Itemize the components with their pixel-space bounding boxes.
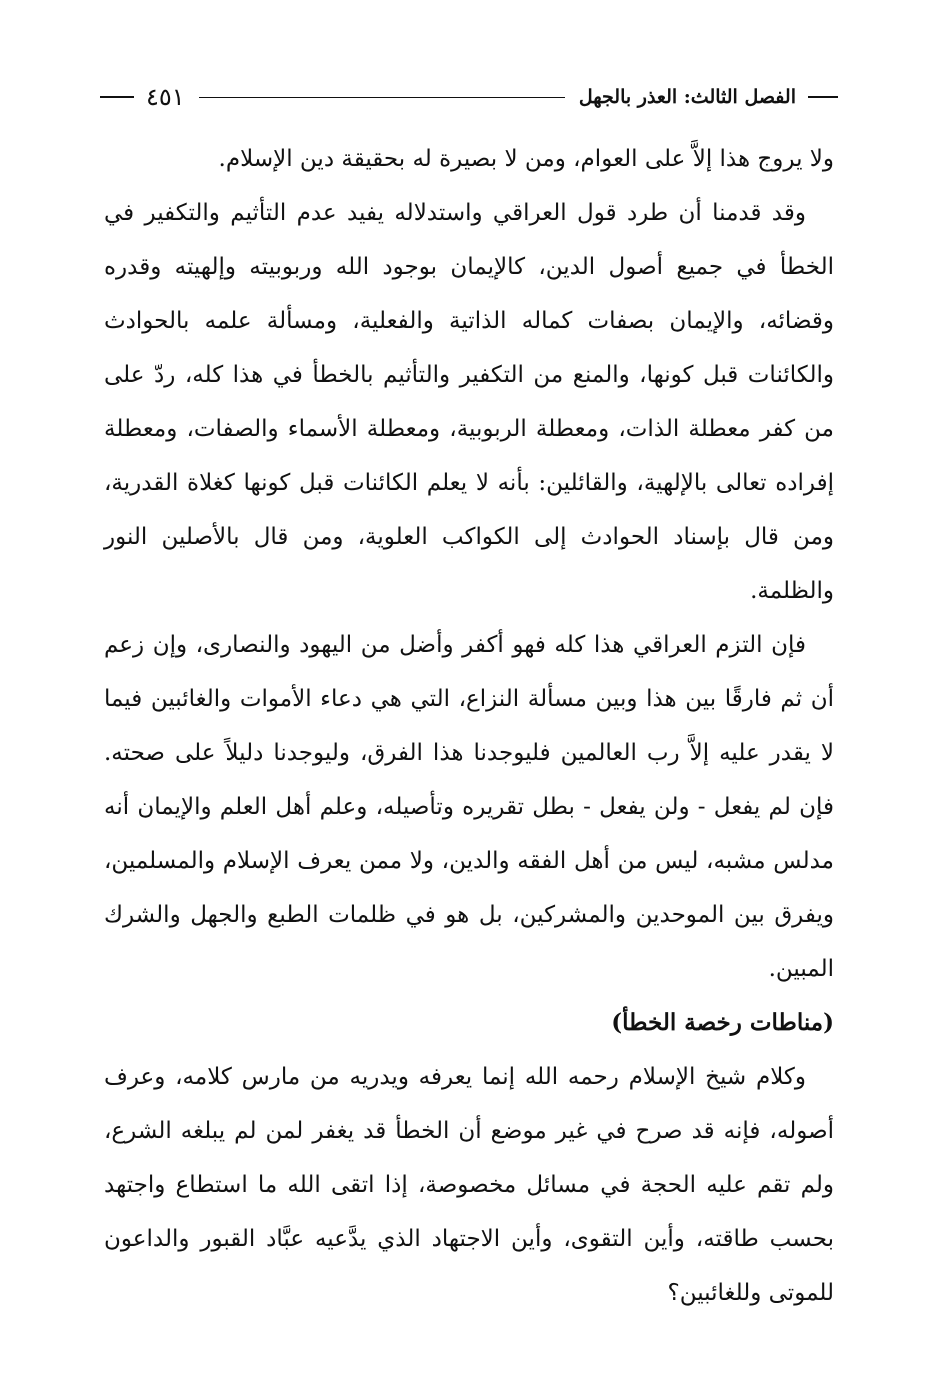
header-rule xyxy=(199,97,565,98)
paragraph-3: فإن التزم العراقي هذا كله فهو أكفر وأضل من اليهود والنصارى، وإن زعم أن ثم فارقًا بين هذا وبين مسألة النزاع، التي هي دعاء الأموات والغائبين فيما لا يقدر عليه إلاَّ رب العالمين فليوجدنا هذا الفرق، وليوجدنا دليلاً على صحته. فإن لم يفعل - ولن يفعل - بطل تقريره وتأصيله، وعلم أهل العلم والإيمان أنه مدلس مشبه، ليس من أهل الفقه والدين، ولا ممن يعرف الإسلام والمسلمين، ويفرق بين الموحدين والمشركين، بل هو في ظلمات الطبع والجهل والشرك المبين. xyxy=(104,632,835,982)
paragraph-4: وكلام شيخ الإسلام رحمه الله إنما يعرفه ويدريه من مارس كلامه، وعرف أصوله، فإنه قد صرح في غير موضع أن الخطأ قد يغفر لمن لم يبلغه الشرع، ولم تقم عليه الحجة في مسائل مخصوصة، إذا اتقى الله ما استطاع واجتهد بحسب طاقته، وأين التقوى، وأين الاجتهاد الذي يدَّعيه عبَّاد القبور والداعون للموتى وللغائبين؟ xyxy=(104,1064,834,1306)
paragraph-2: وقد قدمنا أن طرد قول العراقي واستدلاله يفيد عدم التأثيم والتكفير في الخطأ في جميع أصول الدين، كالإيمان بوجود الله وربوبيته وإلهيته وقدره وقضائه، والإيمان بصفات كماله الذاتية والفعلية، ومسألة علمه بالحوادث والكائنات قبل كونها، والمنع من التكفير والتأثيم بالخطأ في هذا كله، ردّ على من كفر معطلة الذات، ومعطلة الربوبية، ومعطلة الأسماء والصفات، ومعطلة إفراده تعالى بالإلهية، والقائلين: بأنه لا يعلم الكائنات قبل كونها كغلاة القدرية، ومن قال بإسناد الحوادث إلى الكواكب العلوية، ومن قال بالأصلين النور والظلمة. xyxy=(104,200,834,604)
paragraph-1: ولا يروج هذا إلاَّ على العوام، ومن لا بصيرة له بحقيقة دين الإسلام. xyxy=(218,146,834,172)
page-body xyxy=(104,132,834,1320)
header-dash-left xyxy=(100,96,134,98)
running-header xyxy=(100,80,838,114)
section-heading: (مناطات رخصة الخطأ) xyxy=(611,1009,834,1036)
page-number: ٤٥١ xyxy=(146,83,185,111)
header-dash-right xyxy=(808,96,838,98)
chapter-title: الفصل الثالث: العذر بالجهل xyxy=(578,86,796,108)
